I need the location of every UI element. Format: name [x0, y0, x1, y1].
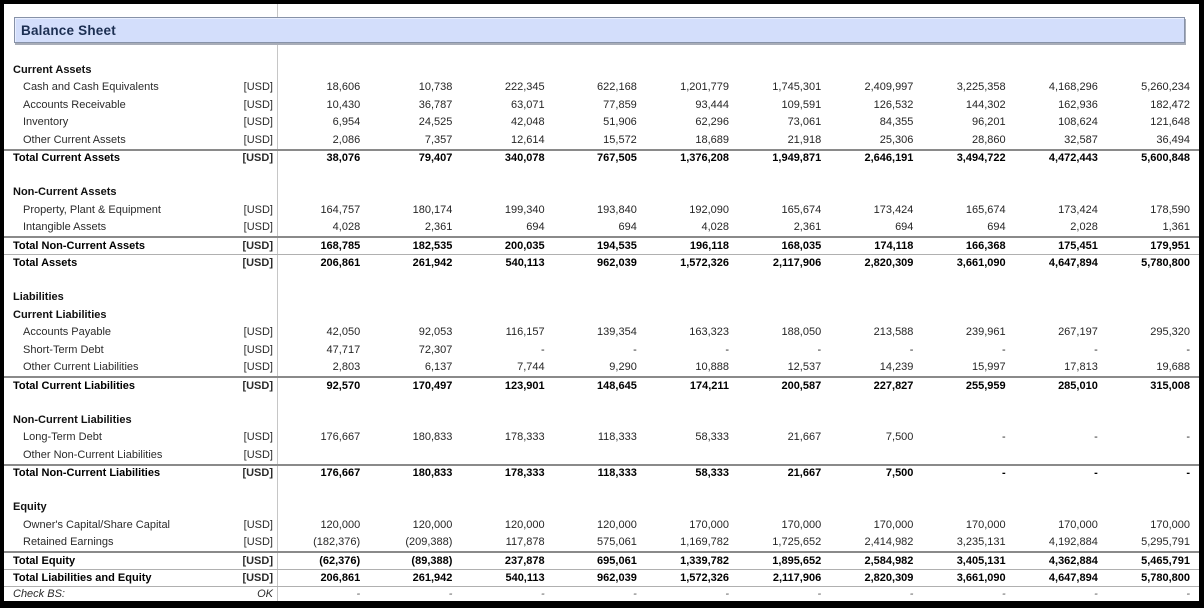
- table-row: [4, 569, 1199, 587]
- value-cell: 170,000: [689, 518, 730, 531]
- value-cell: 2,028: [1070, 221, 1098, 234]
- value-cell: 84,355: [879, 116, 914, 129]
- value-cell: 176,667: [320, 467, 361, 480]
- unit-cell: [USD]: [243, 116, 273, 129]
- row-label: Short-Term Debt: [23, 343, 104, 356]
- row-label: Equity: [13, 501, 47, 514]
- value-cell: 10,888: [695, 361, 730, 374]
- value-cell: 18,689: [695, 133, 730, 146]
- value-cell: 199,340: [504, 203, 545, 216]
- row-label: Inventory: [23, 116, 69, 129]
- value-cell: -: [1001, 343, 1006, 356]
- section-header-row: [4, 184, 1199, 202]
- value-cell: 295,320: [1150, 326, 1191, 339]
- value-cell: 170,000: [873, 518, 914, 531]
- value-cell: 1,725,652: [772, 536, 822, 549]
- value-cell: 120,000: [597, 518, 637, 531]
- value-cell: 193,840: [597, 203, 637, 216]
- value-cell: 38,076: [326, 152, 361, 165]
- table-row: [4, 149, 1199, 167]
- value-cell: 267,197: [1058, 326, 1098, 339]
- unit-cell: [USD]: [243, 133, 273, 146]
- value-cell: 62,296: [695, 116, 730, 129]
- table-row: [4, 114, 1199, 132]
- value-cell: 174,118: [874, 239, 914, 252]
- value-cell: 144,302: [965, 98, 1006, 111]
- value-cell: 2,117,906: [772, 571, 822, 584]
- table-row: [4, 516, 1199, 534]
- value-cell: 12,537: [787, 361, 822, 374]
- value-cell: 962,039: [597, 571, 637, 584]
- table-row: [4, 359, 1199, 377]
- check-row: [4, 586, 1199, 604]
- value-cell: 170,000: [1058, 518, 1098, 531]
- value-cell: 285,010: [1058, 379, 1098, 392]
- table-row: [4, 376, 1199, 394]
- row-label: Intangible Assets: [23, 221, 107, 234]
- table-row: [4, 79, 1199, 97]
- value-cell: 36,787: [418, 98, 453, 111]
- value-cell: 2,414,982: [864, 536, 914, 549]
- row-label: Total Equity: [13, 554, 76, 567]
- value-cell: 1,745,301: [772, 81, 822, 94]
- value-cell: 25,306: [879, 133, 914, 146]
- value-cell: 340,078: [504, 152, 545, 165]
- value-cell: 3,661,090: [956, 256, 1006, 269]
- value-cell: 139,354: [597, 326, 637, 339]
- value-cell: 196,118: [689, 239, 730, 252]
- value-cell: 18,606: [326, 81, 361, 94]
- value-cell: 2,361: [424, 221, 453, 234]
- row-label: Other Non-Current Liabilities: [23, 448, 163, 461]
- value-cell: -: [1186, 588, 1191, 601]
- page-title: Balance Sheet: [21, 22, 116, 38]
- section-header-row: [4, 61, 1199, 79]
- value-cell: -: [725, 588, 730, 601]
- value-cell: (209,388): [405, 536, 453, 549]
- table-row: [4, 201, 1199, 219]
- value-cell: -: [633, 343, 637, 356]
- value-cell: 5,600,848: [1141, 152, 1191, 165]
- value-cell: 2,820,309: [864, 256, 914, 269]
- check-status: OK: [257, 588, 273, 601]
- value-cell: 1,572,326: [680, 256, 730, 269]
- value-cell: 117,878: [505, 536, 545, 549]
- value-cell: 255,959: [965, 379, 1006, 392]
- value-cell: 21,667: [787, 467, 822, 480]
- value-cell: 3,235,131: [956, 536, 1006, 549]
- value-cell: -: [540, 588, 545, 601]
- row-label: Long-Term Debt: [23, 431, 102, 444]
- value-cell: 175,451: [1058, 239, 1098, 252]
- value-cell: 79,407: [418, 152, 453, 165]
- row-label: Non-Current Assets: [13, 186, 117, 199]
- unit-cell: [USD]: [242, 554, 273, 567]
- value-cell: 168,035: [781, 239, 822, 252]
- value-cell: 962,039: [597, 256, 637, 269]
- unit-cell: [USD]: [243, 518, 273, 531]
- value-cell: -: [725, 343, 730, 356]
- value-cell: 694: [618, 221, 637, 234]
- value-cell: 2,361: [793, 221, 822, 234]
- value-cell: 1,572,326: [680, 571, 730, 584]
- value-cell: 4,362,884: [1048, 554, 1098, 567]
- value-cell: 28,860: [971, 133, 1006, 146]
- row-label: Current Assets: [13, 63, 92, 76]
- value-cell: 170,000: [965, 518, 1006, 531]
- sheet-title-bar: [14, 17, 1185, 43]
- row-label: Retained Earnings: [23, 536, 114, 549]
- value-cell: 694: [895, 221, 914, 234]
- value-cell: 51,906: [603, 116, 637, 129]
- table-row: [4, 341, 1199, 359]
- value-cell: 194,535: [597, 239, 637, 252]
- value-cell: -: [356, 588, 361, 601]
- value-cell: 4,647,894: [1048, 256, 1098, 269]
- unit-cell: [USD]: [242, 467, 273, 480]
- value-cell: 2,409,997: [864, 81, 914, 94]
- spacer-row: [4, 166, 1199, 184]
- table-row: [4, 429, 1199, 447]
- value-cell: -: [1094, 467, 1098, 480]
- balance-sheet-table: [4, 61, 1199, 604]
- value-cell: 17,813: [1064, 361, 1098, 374]
- value-cell: 3,405,131: [956, 554, 1006, 567]
- table-row: [4, 236, 1199, 254]
- value-cell: 575,061: [597, 536, 637, 549]
- table-row: [4, 551, 1199, 569]
- value-cell: 166,368: [965, 239, 1006, 252]
- unit-cell: [USD]: [242, 239, 273, 252]
- row-label: Non-Current Liabilities: [13, 413, 132, 426]
- value-cell: 767,505: [597, 152, 637, 165]
- value-cell: 12,614: [510, 133, 545, 146]
- unit-cell: [USD]: [243, 343, 273, 356]
- value-cell: 4,028: [332, 221, 361, 234]
- value-cell: 261,942: [412, 256, 453, 269]
- value-cell: 123,901: [504, 379, 545, 392]
- value-cell: 120,000: [412, 518, 453, 531]
- spacer-row: [4, 271, 1199, 289]
- value-cell: 694: [987, 221, 1006, 234]
- section-header-row: [4, 499, 1199, 517]
- unit-cell: [USD]: [243, 221, 273, 234]
- value-cell: 47,717: [326, 343, 361, 356]
- value-cell: 173,424: [873, 203, 914, 216]
- value-cell: 695,061: [597, 554, 637, 567]
- value-cell: -: [1001, 431, 1006, 444]
- value-cell: -: [1186, 467, 1191, 480]
- value-cell: -: [909, 343, 914, 356]
- value-cell: 63,071: [510, 98, 545, 111]
- unit-cell: [USD]: [243, 536, 273, 549]
- value-cell: -: [1186, 431, 1191, 444]
- value-cell: 2,820,309: [864, 571, 914, 584]
- value-cell: 3,661,090: [956, 571, 1006, 584]
- value-cell: 42,050: [326, 326, 361, 339]
- value-cell: 77,859: [603, 98, 637, 111]
- table-row: [4, 464, 1199, 482]
- value-cell: 93,444: [695, 98, 730, 111]
- value-cell: 148,645: [597, 379, 637, 392]
- value-cell: 36,494: [1156, 133, 1191, 146]
- unit-cell: [USD]: [242, 571, 273, 584]
- value-cell: -: [817, 343, 822, 356]
- value-cell: -: [909, 588, 914, 601]
- row-label: Current Liabilities: [13, 308, 107, 321]
- value-cell: 4,028: [701, 221, 730, 234]
- value-cell: 58,333: [695, 467, 730, 480]
- value-cell: 4,168,296: [1048, 81, 1098, 94]
- value-cell: 92,053: [418, 326, 453, 339]
- value-cell: 15,572: [603, 133, 637, 146]
- value-cell: 1,339,782: [680, 554, 730, 567]
- value-cell: 7,500: [885, 431, 914, 444]
- row-label: Total Non-Current Liabilities: [13, 467, 161, 480]
- row-label: Other Current Assets: [23, 133, 126, 146]
- value-cell: 15,997: [971, 361, 1006, 374]
- row-label: Owner's Capital/Share Capital: [23, 518, 171, 531]
- value-cell: -: [633, 588, 637, 601]
- table-row: [4, 131, 1199, 149]
- row-label: Liabilities: [13, 291, 64, 304]
- table-row: [4, 219, 1199, 237]
- row-label: Total Current Liabilities: [13, 379, 136, 392]
- value-cell: 5,780,800: [1141, 256, 1191, 269]
- value-cell: (89,388): [411, 554, 453, 567]
- value-cell: 92,570: [326, 379, 361, 392]
- value-cell: 192,090: [689, 203, 730, 216]
- value-cell: 1,201,779: [680, 81, 730, 94]
- value-cell: 96,201: [971, 116, 1006, 129]
- value-cell: 73,061: [787, 116, 822, 129]
- value-cell: 32,587: [1064, 133, 1098, 146]
- value-cell: 165,674: [965, 203, 1006, 216]
- table-row: [4, 254, 1199, 272]
- value-cell: -: [1094, 343, 1098, 356]
- value-cell: 21,667: [787, 431, 822, 444]
- value-cell: 2,117,906: [772, 256, 822, 269]
- value-cell: 178,590: [1150, 203, 1191, 216]
- value-cell: 21,918: [787, 133, 822, 146]
- value-cell: 108,624: [1058, 116, 1098, 129]
- section-header-row: [4, 306, 1199, 324]
- table-row: [4, 324, 1199, 342]
- row-label: Other Current Liabilities: [23, 361, 139, 374]
- value-cell: -: [448, 588, 453, 601]
- value-cell: 213,588: [873, 326, 914, 339]
- value-cell: -: [1001, 588, 1006, 601]
- value-cell: 121,648: [1150, 116, 1191, 129]
- value-cell: 176,667: [320, 431, 361, 444]
- value-cell: 164,757: [320, 203, 361, 216]
- unit-cell: [USD]: [242, 379, 273, 392]
- value-cell: 3,225,358: [956, 81, 1006, 94]
- value-cell: 7,357: [424, 133, 453, 146]
- value-cell: -: [1094, 588, 1098, 601]
- value-cell: 206,861: [320, 571, 361, 584]
- value-cell: 3,494,722: [956, 152, 1006, 165]
- value-cell: 622,168: [597, 81, 637, 94]
- value-cell: 1,949,871: [772, 152, 822, 165]
- row-label: Cash and Cash Equivalents: [23, 81, 159, 94]
- value-cell: 2,803: [332, 361, 361, 374]
- value-cell: 170,000: [781, 518, 822, 531]
- value-cell: 6,954: [332, 116, 361, 129]
- value-cell: 120,000: [320, 518, 361, 531]
- value-cell: 222,345: [504, 81, 545, 94]
- value-cell: 9,290: [609, 361, 637, 374]
- value-cell: 109,591: [781, 98, 822, 111]
- value-cell: -: [817, 588, 822, 601]
- value-cell: 180,174: [412, 203, 453, 216]
- value-cell: 1,169,782: [680, 536, 730, 549]
- value-cell: 5,295,791: [1141, 536, 1191, 549]
- value-cell: 6,137: [424, 361, 453, 374]
- value-cell: 165,674: [781, 203, 822, 216]
- value-cell: 4,647,894: [1048, 571, 1098, 584]
- unit-cell: [USD]: [243, 203, 273, 216]
- value-cell: 174,211: [689, 379, 730, 392]
- unit-cell: [USD]: [243, 361, 273, 374]
- row-label: Total Current Assets: [13, 152, 120, 165]
- unit-cell: [USD]: [243, 448, 273, 461]
- value-cell: 206,861: [320, 256, 361, 269]
- value-cell: (182,376): [313, 536, 361, 549]
- unit-cell: [USD]: [242, 256, 273, 269]
- row-label: Property, Plant & Equipment: [23, 203, 161, 216]
- table-row: [4, 96, 1199, 114]
- row-label: Accounts Receivable: [23, 98, 126, 111]
- value-cell: 179,951: [1150, 239, 1191, 252]
- value-cell: 163,323: [689, 326, 730, 339]
- value-cell: (62,376): [319, 554, 361, 567]
- value-cell: 315,008: [1150, 379, 1191, 392]
- row-label: Check BS:: [13, 588, 65, 601]
- value-cell: 200,587: [781, 379, 822, 392]
- value-cell: 72,307: [418, 343, 453, 356]
- value-cell: 182,472: [1150, 98, 1191, 111]
- value-cell: 182,535: [412, 239, 453, 252]
- value-cell: 188,050: [781, 326, 822, 339]
- value-cell: -: [1094, 431, 1098, 444]
- table-row: [4, 446, 1199, 464]
- value-cell: 200,035: [504, 239, 545, 252]
- value-cell: 180,833: [412, 431, 453, 444]
- row-label: Total Assets: [13, 256, 78, 269]
- value-cell: 10,738: [418, 81, 453, 94]
- section-header-row: [4, 289, 1199, 307]
- value-cell: 4,472,443: [1048, 152, 1098, 165]
- value-cell: 10,430: [326, 98, 361, 111]
- unit-cell: [USD]: [243, 81, 273, 94]
- value-cell: 5,465,791: [1141, 554, 1191, 567]
- value-cell: 162,936: [1058, 98, 1098, 111]
- value-cell: 7,744: [517, 361, 545, 374]
- spacer-row: [4, 394, 1199, 412]
- value-cell: 118,333: [597, 431, 637, 444]
- value-cell: 1,361: [1162, 221, 1191, 234]
- value-cell: 173,424: [1058, 203, 1098, 216]
- value-cell: 540,113: [505, 571, 545, 584]
- value-cell: 2,584,982: [864, 554, 914, 567]
- value-cell: 2,086: [332, 133, 361, 146]
- value-cell: 24,525: [418, 116, 453, 129]
- value-cell: 14,239: [879, 361, 914, 374]
- value-cell: 227,827: [873, 379, 914, 392]
- value-cell: -: [540, 343, 545, 356]
- value-cell: 5,780,800: [1141, 571, 1191, 584]
- table-row: [4, 534, 1199, 552]
- value-cell: 239,961: [965, 326, 1006, 339]
- section-header-row: [4, 411, 1199, 429]
- value-cell: 118,333: [597, 467, 637, 480]
- value-cell: 2,646,191: [864, 152, 914, 165]
- value-cell: 19,688: [1156, 361, 1191, 374]
- value-cell: 1,895,652: [772, 554, 822, 567]
- value-cell: 170,497: [412, 379, 453, 392]
- value-cell: 237,878: [504, 554, 545, 567]
- value-cell: 58,333: [695, 431, 730, 444]
- value-cell: 7,500: [885, 467, 914, 480]
- value-cell: 180,833: [412, 467, 453, 480]
- value-cell: 694: [526, 221, 545, 234]
- row-label: Total Non-Current Assets: [13, 239, 146, 252]
- value-cell: 4,192,884: [1048, 536, 1098, 549]
- value-cell: 120,000: [504, 518, 545, 531]
- unit-cell: [USD]: [243, 431, 273, 444]
- value-cell: 168,785: [320, 239, 361, 252]
- spacer-row: [4, 481, 1199, 499]
- value-cell: -: [1186, 343, 1191, 356]
- row-label: Total Liabilities and Equity: [13, 571, 152, 584]
- value-cell: -: [1001, 467, 1006, 480]
- value-cell: 126,532: [873, 98, 914, 111]
- value-cell: 5,260,234: [1141, 81, 1191, 94]
- value-cell: 540,113: [505, 256, 545, 269]
- value-cell: 178,333: [504, 431, 545, 444]
- value-cell: 42,048: [510, 116, 545, 129]
- unit-cell: [USD]: [243, 98, 273, 111]
- unit-cell: [USD]: [243, 326, 273, 339]
- row-label: Accounts Payable: [23, 326, 112, 339]
- value-cell: 178,333: [504, 467, 545, 480]
- value-cell: 1,376,208: [680, 152, 730, 165]
- value-cell: 116,157: [505, 326, 545, 339]
- value-cell: 261,942: [412, 571, 453, 584]
- value-cell: 170,000: [1150, 518, 1191, 531]
- unit-cell: [USD]: [242, 152, 273, 165]
